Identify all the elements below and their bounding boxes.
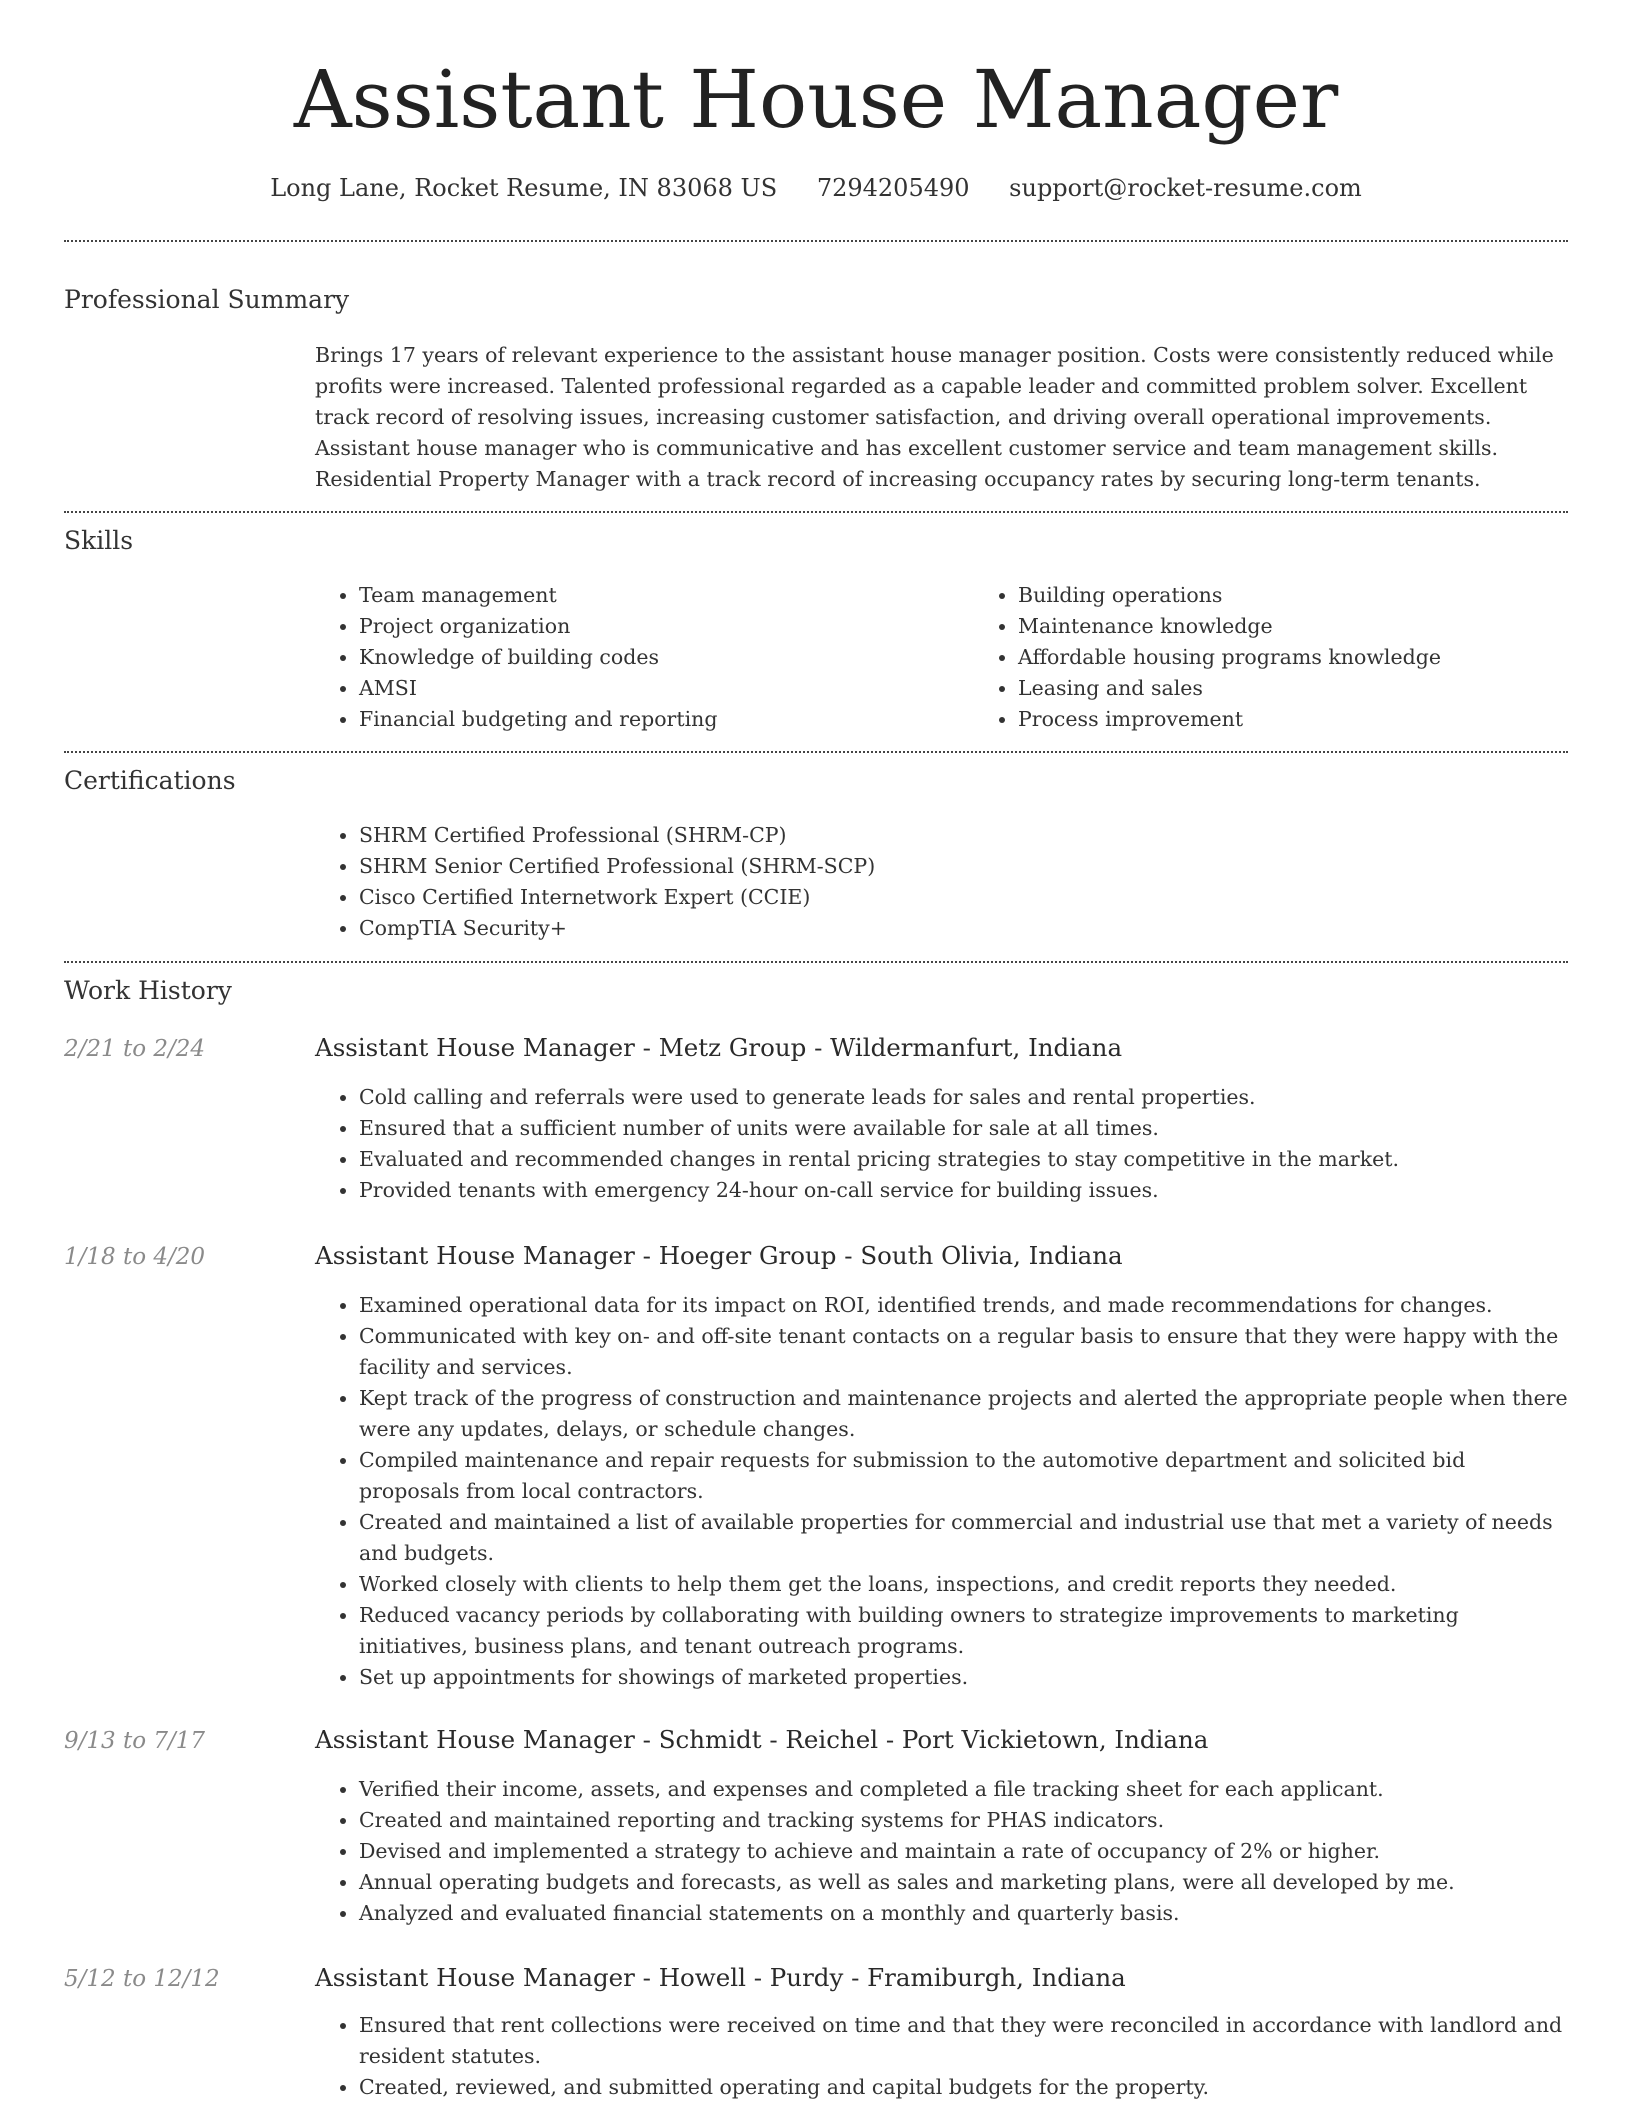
job-bullets — [315, 1774, 1569, 1929]
contact-email[interactable]: support@rocket-resume.com — [1009, 174, 1362, 202]
job-dates: 5/12 to 12/12 — [64, 1966, 220, 1992]
job-bullet: • Ensured that rent collections were received on time and that they were reconciled in accordance with landlord and resident statutes. — [359, 2010, 1569, 2072]
contact-phone: 7294205490 — [816, 174, 970, 202]
section-title-certifications: Certifications — [64, 766, 236, 795]
section-title-work-history: Work History — [64, 976, 232, 1005]
certification-item: • SHRM Senior Certified Professional (SHRM-SCP) — [359, 851, 1569, 882]
job-bullet-list — [315, 1290, 1569, 1693]
certifications-block — [315, 820, 1569, 944]
certification-item: • Cisco Certified Internetwork Expert (CCIE) — [359, 882, 1569, 913]
job-bullet: • Verified their income, assets, and expenses and completed a file tracking sheet for each applicant. — [359, 1774, 1569, 1805]
job-bullet: • Evaluated and recommended changes in rental pricing strategies to stay competitive in the market. — [359, 1144, 1569, 1175]
resume-title: Assistant House Manager — [293, 53, 1339, 146]
skills-list-left — [315, 580, 974, 735]
skills-grid — [315, 580, 1569, 735]
job-bullet: • Provided tenants with emergency 24-hour on-call service for building issues. — [359, 1175, 1569, 1206]
job-bullet: • Examined operational data for its impact on ROI, identified trends, and made recommendations for changes. — [359, 1290, 1569, 1321]
skill-item: • Project organization — [359, 611, 974, 642]
job-bullet: • Analyzed and evaluated financial statements on a monthly and quarterly basis. — [359, 1898, 1569, 1929]
contact-address: Long Lane, Rocket Resume, IN 83068 US — [270, 174, 778, 202]
job-bullet: • Annual operating budgets and forecasts, as well as sales and marketing plans, were all developed by me. — [359, 1867, 1569, 1898]
job-bullet: • Created and maintained a list of available properties for commercial and industrial use that met a variety of needs and budgets. — [359, 1507, 1569, 1569]
job-bullet: • Compiled maintenance and repair requests for submission to the automotive department and solicited bid proposals from local contractors. — [359, 1445, 1569, 1507]
job-bullet: • Worked closely with clients to help them get the loans, inspections, and credit reports they needed. — [359, 1569, 1569, 1600]
job-bullet: • Kept track of the progress of construction and maintenance projects and alerted the appropriate people when there were any updates, delays, or schedule changes. — [359, 1383, 1569, 1445]
skill-item: • AMSI — [359, 673, 974, 704]
summary-block — [315, 340, 1569, 495]
contact-line — [0, 170, 1632, 206]
job-title: Assistant House Manager - Hoeger Group - South Olivia, Indiana — [315, 1241, 1123, 1270]
certification-item: • SHRM Certified Professional (SHRM-CP) — [359, 820, 1569, 851]
skills-block — [315, 580, 1569, 735]
job-bullet: • Reduced vacancy periods by collaborating with building owners to strategize improvements to marketing initiatives, business plans, and tenant outreach programs. — [359, 1600, 1569, 1662]
skill-item: • Leasing and sales — [1018, 673, 1632, 704]
skill-item: • Affordable housing programs knowledge — [1018, 642, 1632, 673]
job-bullets — [315, 2010, 1569, 2103]
skill-item: • Maintenance knowledge — [1018, 611, 1632, 642]
divider — [64, 751, 1568, 753]
skill-item: • Building operations — [1018, 580, 1632, 611]
job-bullet: • Set up appointments for showings of marketed properties. — [359, 1662, 1569, 1693]
job-dates: 1/18 to 4/20 — [64, 1244, 206, 1270]
job-bullet: • Devised and implemented a strategy to achieve and maintain a rate of occupancy of 2% or higher. — [359, 1836, 1569, 1867]
job-bullet: • Ensured that a sufficient number of units were available for sale at all times. — [359, 1113, 1569, 1144]
job-dates: 2/21 to 2/24 — [64, 1036, 206, 1062]
job-bullet-list — [315, 1774, 1569, 1929]
summary-text: Brings 17 years of relevant experience to the assistant house manager position. Costs were consistently reduced while profits were increased. Talented professional regarded as a capable leader and committed problem solver. Excellent track record of resolving issues, increasing customer satisfaction, and driving overall operational improvements. Assistant house manager who is communicative and has excellent customer service and team management skills. Residential Property Manager with a track record of increasing occupancy rates by securing long-term tenants. — [315, 343, 1554, 491]
job-bullet-list — [315, 1082, 1569, 1206]
job-bullet: • Created, reviewed, and submitted operating and capital budgets for the property. — [359, 2072, 1569, 2103]
skill-item: • Knowledge of building codes — [359, 642, 974, 673]
divider — [64, 961, 1568, 963]
certification-item: • CompTIA Security+ — [359, 913, 1569, 944]
job-bullet: • Communicated with key on- and off-site tenant contacts on a regular basis to ensure that they were happy with the facility and services. — [359, 1321, 1569, 1383]
certifications-list — [315, 820, 1569, 944]
job-bullets — [315, 1082, 1569, 1206]
section-title-skills: Skills — [64, 526, 134, 555]
job-title: Assistant House Manager - Howell - Purdy - Framiburgh, Indiana — [315, 1963, 1126, 1992]
job-title: Assistant House Manager - Schmidt - Reichel - Port Vickietown, Indiana — [315, 1725, 1209, 1754]
skill-item: • Financial budgeting and reporting — [359, 704, 974, 735]
job-bullet: • Cold calling and referrals were used to generate leads for sales and rental properties. — [359, 1082, 1569, 1113]
skill-item: • Process improvement — [1018, 704, 1632, 735]
job-bullets — [315, 1290, 1569, 1693]
job-title: Assistant House Manager - Metz Group - Wildermanfurt, Indiana — [315, 1033, 1123, 1062]
divider — [64, 511, 1568, 513]
divider — [64, 240, 1568, 242]
section-title-summary: Professional Summary — [64, 285, 350, 314]
job-bullet: • Created and maintained reporting and tracking systems for PHAS indicators. — [359, 1805, 1569, 1836]
skills-list-right — [974, 580, 1632, 735]
job-bullet-list — [315, 2010, 1569, 2103]
skill-item: • Team management — [359, 580, 974, 611]
job-dates: 9/13 to 7/17 — [64, 1728, 206, 1754]
